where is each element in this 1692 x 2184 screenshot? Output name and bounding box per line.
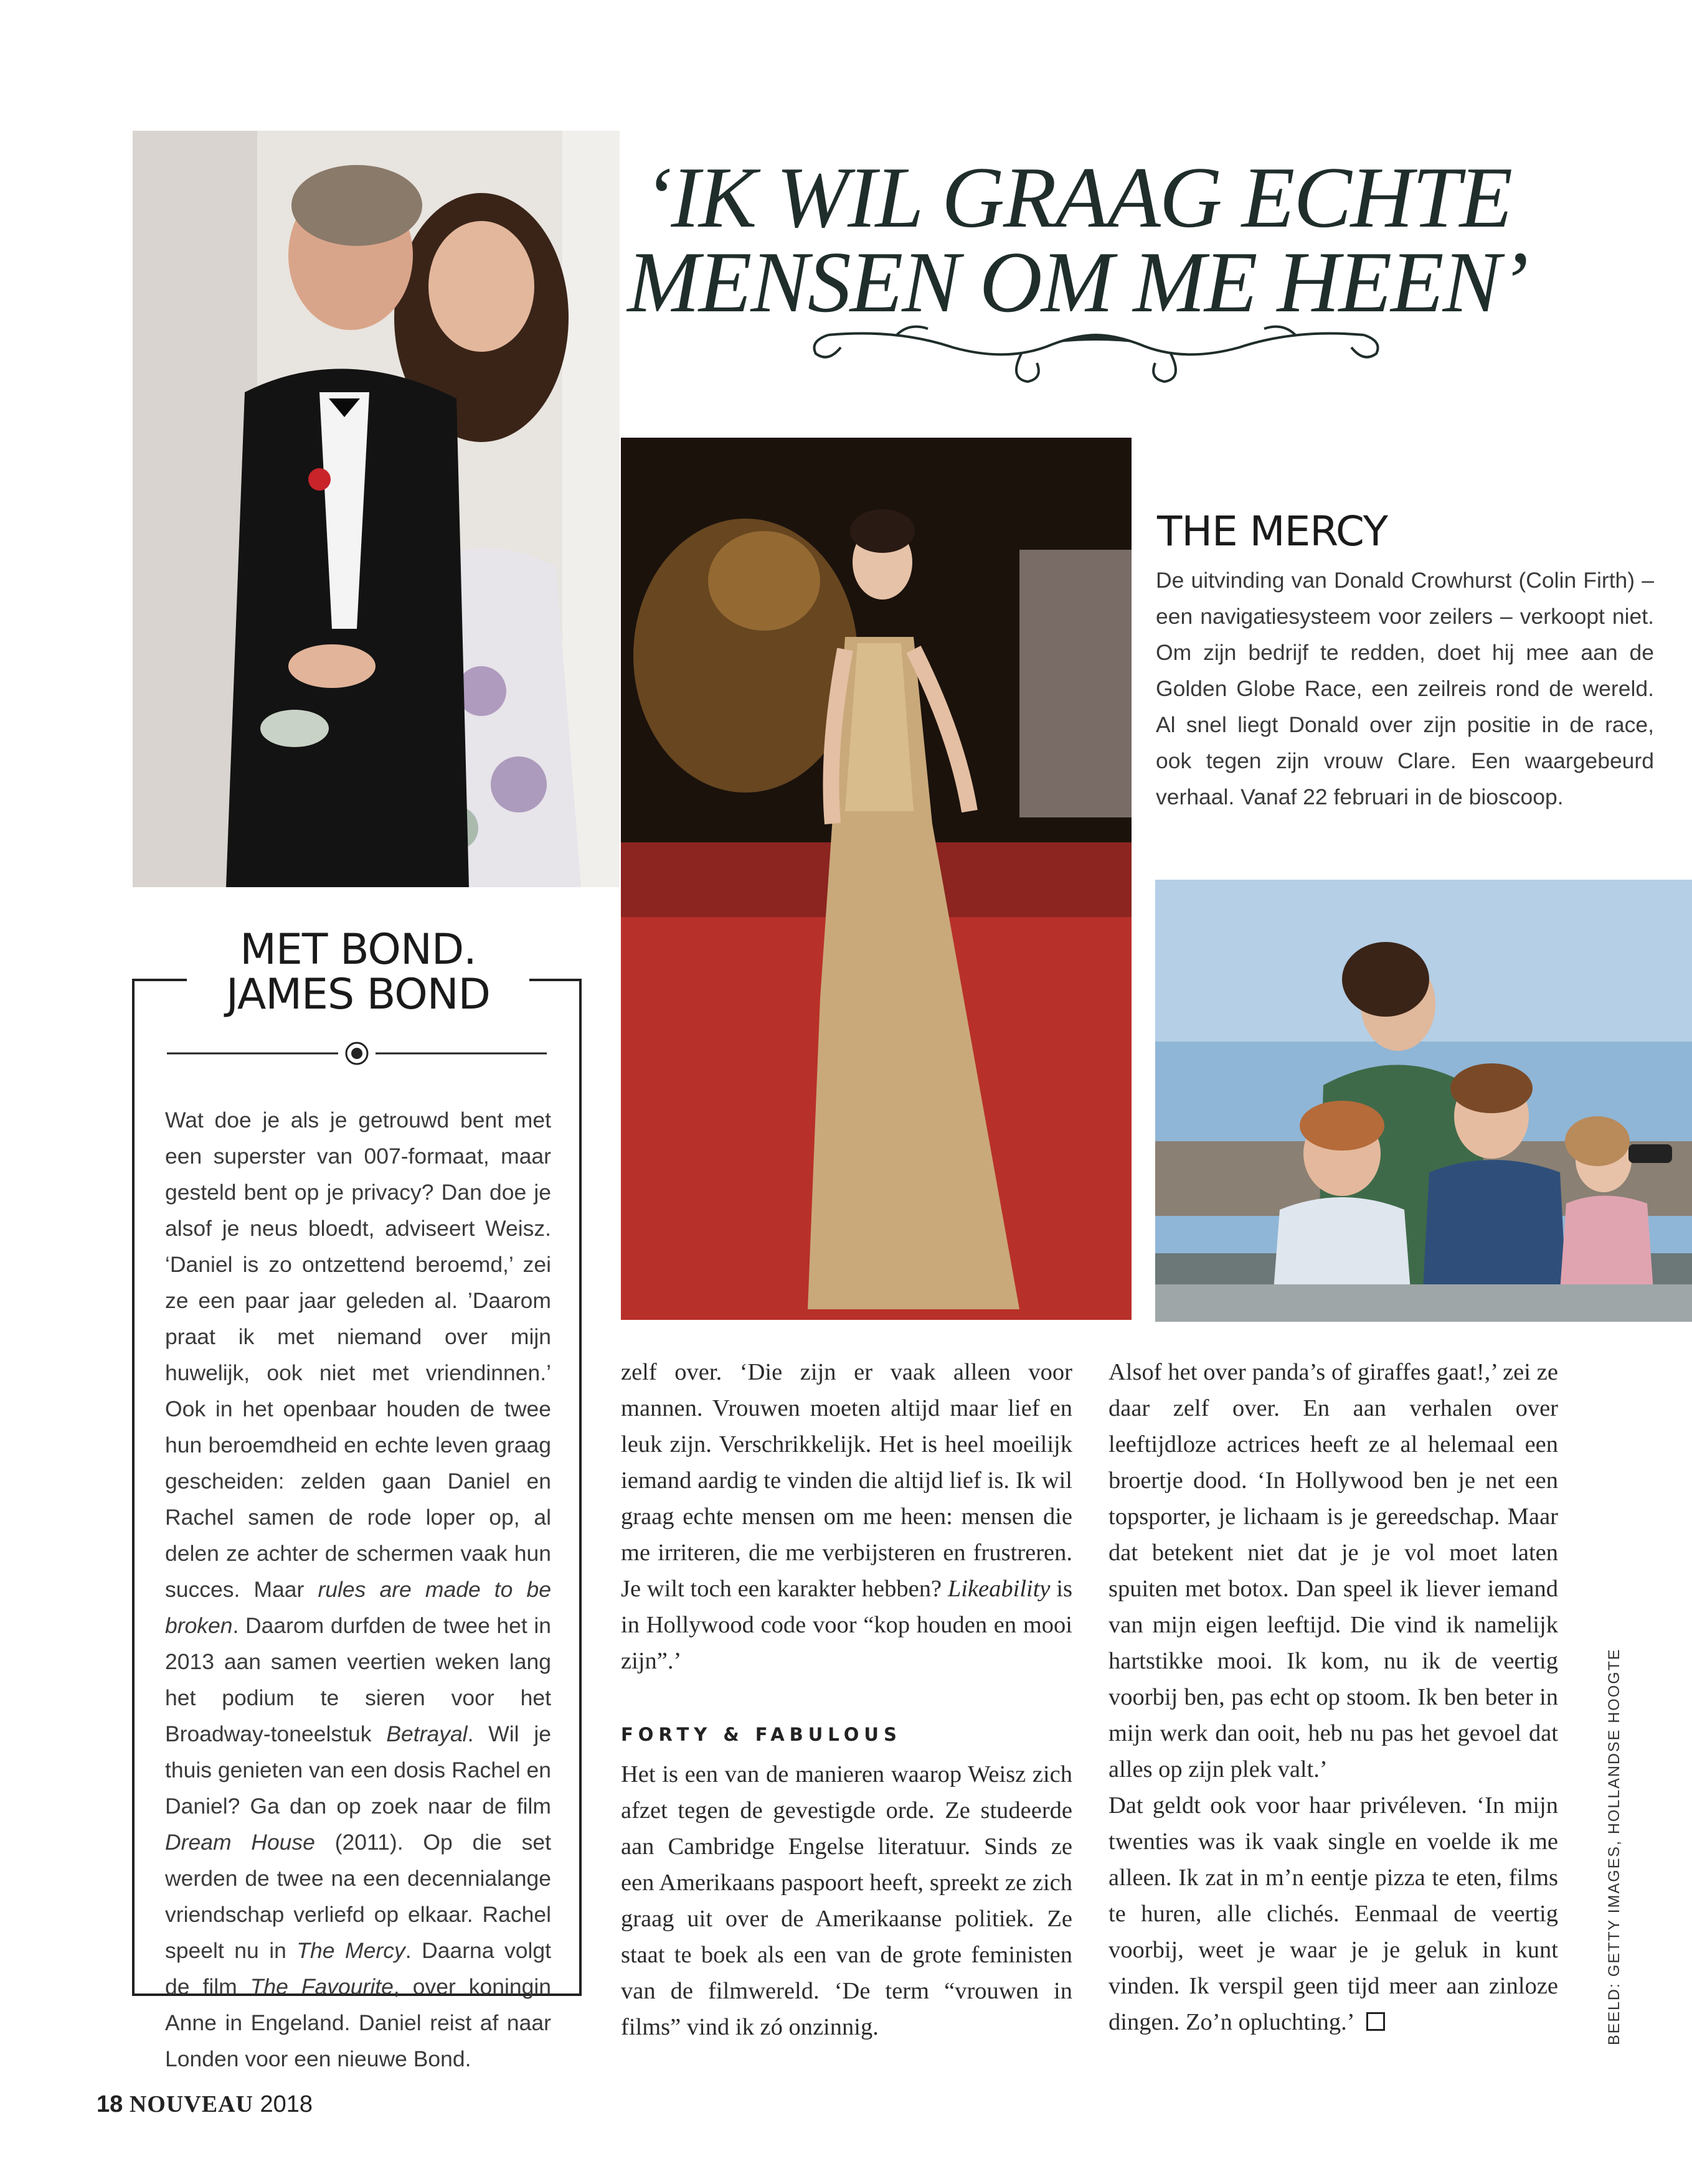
sidebar-title-line1: MET BOND.: [240, 925, 476, 974]
page-number: 18: [97, 2091, 123, 2117]
article-column-3: [1108, 1354, 1558, 2040]
sidebar-text: (2011). Op die set werden de twee na een decennialange vriendschap verliefd op elkaar. Rachel speelt nu in: [165, 1830, 551, 1963]
issue-year: 2018: [260, 2091, 313, 2117]
article-text: is in Hollywood code voor “kop houden en mooi zijn”.’: [621, 1576, 1072, 1674]
photo-credit: BEELD: GETTY IMAGES, HOLLANDSE HOOGTE: [1605, 1648, 1623, 2045]
article-text: Dat geldt ook voor haar privéleven. ‘In mijn twenties was ik vaak single en voelde ik me alleen. Ik zat in m’n eentje pizza te eten, films te huren, alle clichés. Eenmaal de veertig voorbij, weet je waar je je geluk in kunt vinden. Ik verspil geen tijd meer aan zinloze dingen. Zo’n opluchting.’: [1108, 1792, 1558, 2035]
sidebar-text: . Daarna volgt de film: [165, 1938, 552, 1999]
sidebar-divider: [167, 1041, 547, 1066]
article-paragraph: [621, 1354, 1072, 1679]
article-column-2: [621, 1354, 1072, 2045]
sidebar-body: [165, 1102, 551, 2077]
headline-line1: ‘IK WIL GRAAG ECHTE: [643, 149, 1512, 246]
mercy-title: THE MERCY: [1157, 507, 1388, 555]
sidebar-title-line2: JAMES BOND: [226, 970, 490, 1019]
sidebar-text: Wat doe je als je getrouwd bent met een superster van 007-formaat, maar gesteld bent op je privacy? Dan doe je alsof je neus bloedt, adviseert Weisz. ‘Daniel is zo ontzettend beroemd,’ zei ze een paar jaar geleden al. ’Daarom praat ik met niemand over mijn huwelijk, ook niet met vriendinnen.’ Ook in het openbaar houden de twee hun beroemdheid en echte leven graag gescheiden: zelden gaan Daniel en Rachel samen de rode loper op, al delen ze achter de schermen vaak hun succes. Maar: [165, 1108, 551, 1602]
photo-couple: [133, 131, 620, 887]
sidebar-emphasis: The Favourite: [250, 1974, 394, 1999]
article-paragraph: Alsof het over panda’s of giraffes gaat!,’ zei ze daar zelf over. En aan verhalen over leeftijdloze actrices heeft ze al helemaal een broertje dood. ‘In Hollywood ben je net een topsporter, je lichaam is je gereedschap. Maar dat betekent niet dat je je vol moet laten spuiten met botox. Dan speel ik liever iemand van mijn eigen leeftijd. Die vind ik namelijk hartstikke mooi. Ik kom, nu ik de veertig voorbij ben, pas echt op stoom. Ik ben beter in mijn werk dan ooit, heb nu pas het gevoel dat alles op zijn plek valt.’: [1108, 1359, 1558, 1782]
article-emphasis: Likeability: [947, 1576, 1051, 1602]
end-mark-icon: [1366, 2012, 1385, 2031]
subheading: FORTY & FABULOUS: [621, 1724, 902, 1745]
article-text: zelf over. ‘Die zijn er vaak alleen voor mannen. Vrouwen moeten altijd maar lief en leuk zijn. Verschrikkelijk. Het is heel moeilijk iemand aardig te vinden die altijd lief is. Ik wil graag echte mensen om me heen: mensen die me irriteren, die me verbijsteren en frustreren. Je wilt toch een karakter hebben?: [621, 1359, 1072, 1602]
sidebar-text: , over koningin Anne in Engeland. Daniel reist af naar Londen voor een nieuwe Bond.: [165, 1974, 552, 2071]
sidebar-emphasis: Dream House: [165, 1830, 315, 1855]
sidebar-emphasis: The Mercy: [296, 1938, 405, 1963]
mercy-body: De uitvinding van Donald Crowhurst (Colin Firth) – een navigatiesysteem voor zeilers – verkoopt niet. Om zijn bedrijf te redden, doet hij mee aan de Golden Globe Race, een zeilreis rond de wereld. Al snel liegt Donald over zijn positie in de race, ook tegen zijn vrouw Clare. Een waargebeurd verhaal. Vanaf 22 februari in de bioscoop.: [1156, 568, 1654, 809]
sidebar-emphasis: rules are made to be broken: [165, 1577, 551, 1638]
ornament-flourish: [803, 310, 1389, 391]
photo-the-mercy-still: [1155, 880, 1692, 1322]
headline: [623, 149, 1532, 331]
sidebar-text: . Daarom durfden de twee het in 2013 aan samen veertien weken lang het podium te sieren voor het Broadway-toneelstuk: [165, 1613, 551, 1746]
headline-line2: MENSEN OM ME HEEN’: [627, 234, 1528, 331]
sidebar-emphasis: Betrayal: [386, 1721, 468, 1746]
magazine-name: NOUVEAU: [129, 2091, 253, 2117]
article-paragraph: Het is een van de manieren waarop Weisz zich afzet tegen de gevestigde orde. Ze studeerde aan Cambridge Engelse literatuur. Sinds ze een Amerikaans paspoort heeft, spreekt ze zich graag uit over de Amerikaanse politiek. Ze staat te boek als een van de grote feministen van de filmwereld. ‘De term “vrouwen in films” vind ik zó onzinnig.: [621, 1761, 1072, 2040]
article-paragraph: [1108, 1787, 1558, 2040]
photo-red-carpet: [621, 438, 1132, 1320]
sidebar-title: [187, 925, 529, 1019]
sidebar-text: . Wil je thuis genieten van een dosis Rachel en Daniel? Ga dan op zoek naar de film: [165, 1721, 551, 1819]
page-footer: [97, 2091, 313, 2118]
